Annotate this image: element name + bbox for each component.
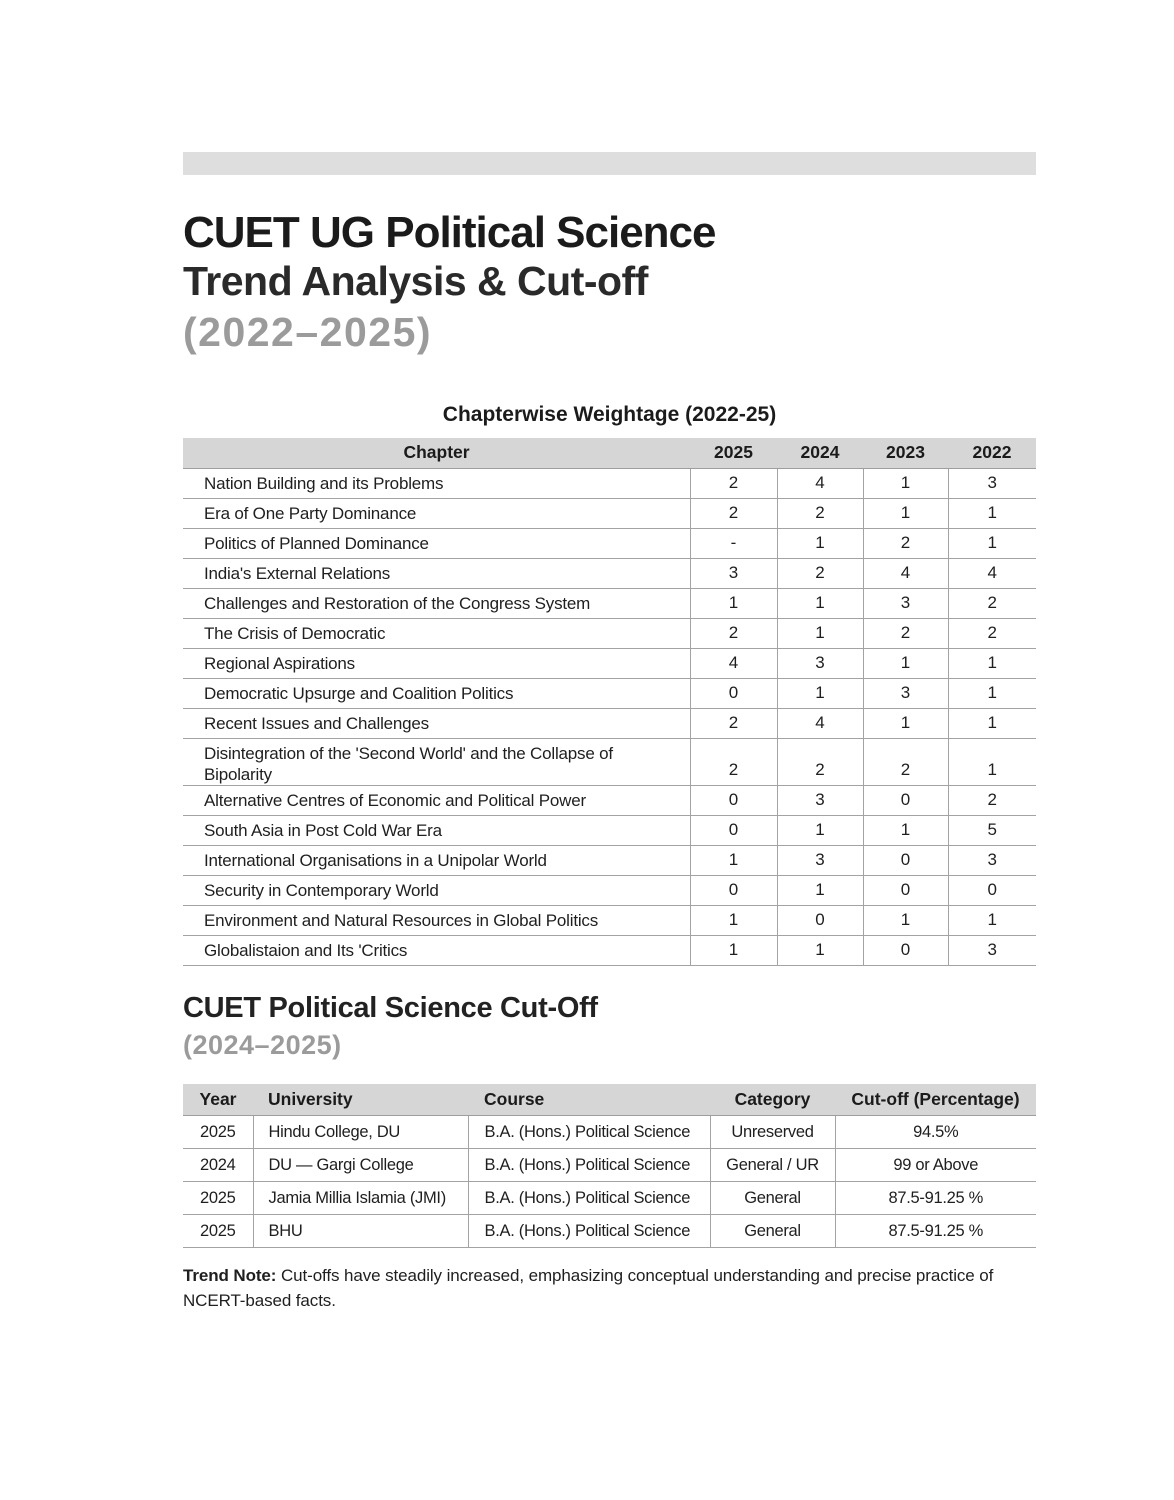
cutoff-header-row [183,1084,1036,1116]
weightage-value-cell: 1 [863,905,948,935]
year-cell: 2025 [183,1182,253,1215]
weightage-value-cell: 1 [777,618,863,648]
weightage-row [183,588,1036,618]
university-cell: Hindu College, DU [253,1116,468,1149]
weightage-value-cell: 2 [690,738,777,785]
weightage-value-cell: 1 [863,468,948,498]
weightage-value-cell: 3 [777,845,863,875]
category-cell: Unreserved [710,1116,835,1149]
cutoff-table [183,1084,1036,1249]
weightage-value-cell: 0 [690,678,777,708]
page-title [183,208,1036,359]
chapter-cell: Democratic Upsurge and Coalition Politics [183,678,690,708]
weightage-value-cell: 2 [948,785,1036,815]
weightage-value-cell: 3 [948,845,1036,875]
chapter-cell: Regional Aspirations [183,648,690,678]
university-cell: Jamia Millia Islamia (JMI) [253,1182,468,1215]
cutoff-cell: 87.5-91.25 % [835,1215,1036,1248]
weightage-value-cell: 3 [777,648,863,678]
weightage-value-cell: 2 [948,588,1036,618]
weightage-value-cell: 4 [777,468,863,498]
year-cell: 2025 [183,1215,253,1248]
chapter-cell: Challenges and Restoration of the Congress System [183,588,690,618]
column-header-year: Year [183,1084,253,1116]
weightage-value-cell: 0 [863,935,948,965]
weightage-value-cell: 2 [863,738,948,785]
chapter-cell: Recent Issues and Challenges [183,708,690,738]
weightage-value-cell: 1 [777,588,863,618]
weightage-value-cell: 1 [948,905,1036,935]
weightage-value-cell: 1 [948,708,1036,738]
weightage-value-cell: 2 [690,708,777,738]
weightage-value-cell: 3 [948,935,1036,965]
weightage-header-row [183,438,1036,468]
weightage-value-cell: 1 [948,528,1036,558]
chapter-cell: South Asia in Post Cold War Era [183,815,690,845]
weightage-row [183,678,1036,708]
column-header-university: University [253,1084,468,1116]
weightage-table-body [183,468,1036,965]
weightage-value-cell: 2 [863,618,948,648]
weightage-value-cell: 4 [690,648,777,678]
cutoff-section-title: CUET Political Science Cut-Off [183,991,598,1024]
weightage-row [183,558,1036,588]
weightage-value-cell: 0 [690,815,777,845]
course-cell: B.A. (Hons.) Political Science [468,1149,710,1182]
chapter-cell: Globalistaion and Its 'Critics [183,935,690,965]
weightage-value-cell: 0 [948,875,1036,905]
cutoff-section-years: (2024–2025) [183,1029,342,1060]
weightage-value-cell: 1 [690,845,777,875]
weightage-row [183,468,1036,498]
weightage-value-cell: 1 [690,588,777,618]
weightage-table-title: Chapterwise Weightage (2022-25) [442,403,777,426]
document-page [183,0,1036,1313]
weightage-row [183,498,1036,528]
weightage-value-cell: 0 [863,785,948,815]
weightage-value-cell: 1 [777,815,863,845]
cutoff-row [183,1116,1036,1149]
weightage-value-cell: 1 [863,815,948,845]
chapter-cell: Nation Building and its Problems [183,468,690,498]
weightage-row [183,648,1036,678]
weightage-value-cell: 0 [863,845,948,875]
chapter-cell: The Crisis of Democratic [183,618,690,648]
cutoff-table-header [183,1084,1036,1116]
course-cell: B.A. (Hons.) Political Science [468,1116,710,1149]
year-cell: 2024 [183,1149,253,1182]
chapter-cell: International Organisations in a Unipolar World [183,845,690,875]
weightage-value-cell: 1 [948,678,1036,708]
column-header-course: Course [468,1084,710,1116]
top-accent-bar [183,152,1036,175]
weightage-value-cell: 2 [777,738,863,785]
university-cell: DU — Gargi College [253,1149,468,1182]
page-title-years: (2022–2025) [183,309,433,355]
cutoff-row [183,1182,1036,1215]
weightage-value-cell: 3 [863,678,948,708]
weightage-row [183,875,1036,905]
weightage-value-cell: 1 [863,708,948,738]
weightage-value-cell: 0 [690,875,777,905]
weightage-value-cell: 4 [948,558,1036,588]
column-header-chapter: Chapter [183,438,690,468]
weightage-value-cell: 1 [863,498,948,528]
weightage-row [183,815,1036,845]
weightage-row [183,935,1036,965]
weightage-row [183,905,1036,935]
column-header-cutoff: Cut-off (Percentage) [835,1084,1036,1116]
trend-note [183,1263,1036,1313]
column-header-2023: 2023 [863,438,948,468]
chapter-cell: Alternative Centres of Economic and Political Power [183,785,690,815]
weightage-value-cell: 3 [948,468,1036,498]
weightage-row [183,528,1036,558]
weightage-value-cell: 4 [863,558,948,588]
page-title-line1: CUET UG Political Science [183,208,716,257]
weightage-row [183,738,1036,785]
weightage-value-cell: 2 [863,528,948,558]
weightage-row [183,785,1036,815]
trend-note-label: Trend Note: [183,1266,277,1285]
weightage-table-header [183,438,1036,468]
column-header-2024: 2024 [777,438,863,468]
chapter-cell: Environment and Natural Resources in Global Politics [183,905,690,935]
weightage-value-cell: 1 [948,648,1036,678]
weightage-value-cell: 1 [863,648,948,678]
category-cell: General [710,1215,835,1248]
course-cell: B.A. (Hons.) Political Science [468,1182,710,1215]
cutoff-table-body [183,1116,1036,1248]
cutoff-cell: 87.5-91.25 % [835,1182,1036,1215]
weightage-value-cell: 1 [777,875,863,905]
weightage-row [183,845,1036,875]
cutoff-row [183,1215,1036,1248]
weightage-value-cell: - [690,528,777,558]
weightage-value-cell: 2 [777,498,863,528]
weightage-value-cell: 5 [948,815,1036,845]
weightage-value-cell: 2 [690,618,777,648]
trend-note-text: Cut-offs have steadily increased, emphasizing conceptual understanding and precise practice of NCERT-based facts. [183,1266,994,1310]
weightage-value-cell: 1 [777,528,863,558]
column-header-category: Category [710,1084,835,1116]
weightage-table [183,438,1036,966]
weightage-value-cell: 0 [690,785,777,815]
weightage-value-cell: 1 [948,498,1036,528]
weightage-value-cell: 2 [690,498,777,528]
year-cell: 2025 [183,1116,253,1149]
column-header-2022: 2022 [948,438,1036,468]
course-cell: B.A. (Hons.) Political Science [468,1215,710,1248]
weightage-value-cell: 2 [690,468,777,498]
cutoff-cell: 99 or Above [835,1149,1036,1182]
weightage-value-cell: 3 [863,588,948,618]
page-title-line2: Trend Analysis & Cut-off [183,258,648,304]
chapter-cell: Disintegration of the 'Second World' and the Collapse of Bipolarity [183,738,690,785]
weightage-value-cell: 1 [777,935,863,965]
weightage-row [183,618,1036,648]
weightage-value-cell: 1 [690,905,777,935]
cutoff-cell: 94.5% [835,1116,1036,1149]
category-cell: General [710,1182,835,1215]
column-header-2025: 2025 [690,438,777,468]
weightage-value-cell: 2 [948,618,1036,648]
cutoff-row [183,1149,1036,1182]
weightage-value-cell: 3 [777,785,863,815]
chapter-cell: Era of One Party Dominance [183,498,690,528]
university-cell: BHU [253,1215,468,1248]
chapter-cell: India's External Relations [183,558,690,588]
weightage-value-cell: 1 [690,935,777,965]
weightage-value-cell: 1 [948,738,1036,785]
weightage-value-cell: 1 [777,678,863,708]
weightage-value-cell: 3 [690,558,777,588]
weightage-value-cell: 4 [777,708,863,738]
weightage-row [183,708,1036,738]
category-cell: General / UR [710,1149,835,1182]
chapter-cell: Security in Contemporary World [183,875,690,905]
weightage-value-cell: 0 [863,875,948,905]
weightage-value-cell: 0 [777,905,863,935]
weightage-value-cell: 2 [777,558,863,588]
chapter-cell: Politics of Planned Dominance [183,528,690,558]
